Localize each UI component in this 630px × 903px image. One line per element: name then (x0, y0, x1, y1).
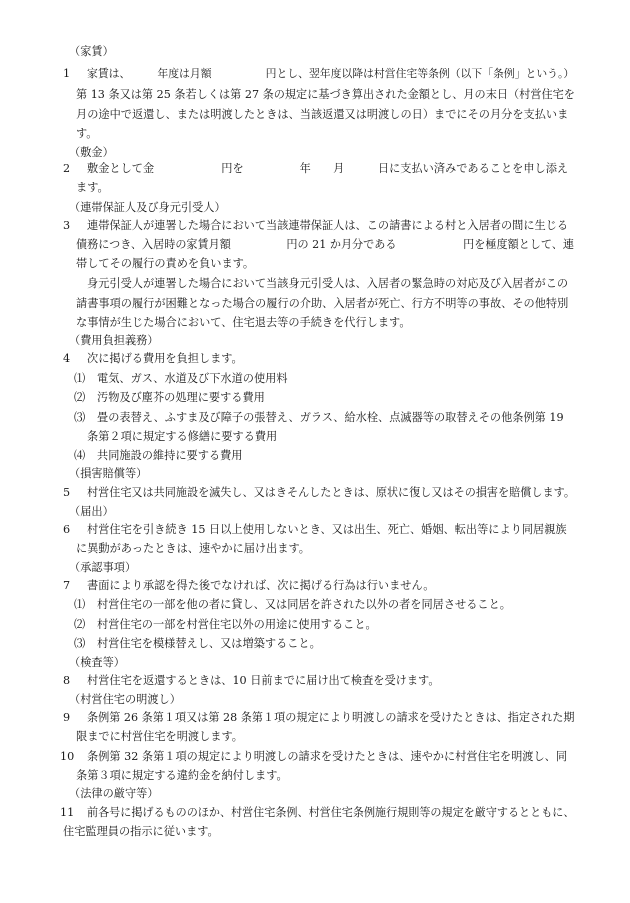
item-line: 村営住宅又は共同施設を滅失し、又はきそんしたときは、原状に復し又はその損害を賠償します。 (87, 486, 575, 499)
section-heading: （法律の厳守等） (69, 787, 159, 800)
item-number: 7 (63, 579, 71, 592)
section-heading: （届出） (69, 505, 114, 518)
item-line: 家賃は、 年度は月額 円とし、翌年度以降は村営住宅等条例（以下「条例」という。） (87, 67, 575, 80)
section-heading: （連帯保証人及び身元引受人） (69, 201, 226, 214)
subitem-line: 村営住宅の一部を他の者に貸し、又は同居を許された以外の者を同居させること。 (97, 598, 511, 611)
subitem-line: 汚物及び塵芥の処理に要する費用 (97, 391, 265, 404)
item-line: 住宅監理員の指示に従います。 (63, 825, 219, 838)
subitem-number: ⑵ (74, 618, 86, 631)
item-line: 条例第 32 条第１項の規定により明渡しの請求を受けたときは、速やかに村営住宅を明渡し、同 (87, 750, 568, 763)
subitem-line: 村営住宅を模様替えし、又は増築すること。 (97, 637, 321, 650)
item-line: 敷金として金 円を 年 月 日に支払い済みであることを申し添え (87, 162, 569, 175)
item-number: 1 (63, 67, 71, 80)
item-number: 10 (60, 750, 75, 763)
section-heading: （費用負担義務） (69, 334, 159, 347)
section-heading: （検査等） (69, 656, 125, 669)
item-number: 8 (63, 674, 71, 687)
item-line: 限までに村営住宅を明渡します。 (76, 730, 243, 743)
item-number: 4 (63, 352, 71, 365)
item-line: 債務につき、入居時の家賃月額 円の 21 か月分である 円を極度額として、連 (76, 238, 575, 251)
section-heading: （家賃） (69, 45, 114, 58)
subitem-line: 電気、ガス、水道及び下水道の使用料 (97, 372, 288, 385)
subitem-line: 畳の表替え、ふすま及び障子の張替え、ガラス、給水栓、点滅器等の取替えその他条例第 19 (97, 411, 564, 424)
subitem-line: 条第２項に規定する修繕に要する費用 (87, 430, 278, 443)
item-number: 5 (63, 486, 71, 499)
item-line: 前各号に掲げるもののほか、村営住宅条例、村営住宅条例施行規則等の規定を厳守するとともに、 (87, 806, 575, 819)
section-heading: （損害賠償等） (69, 467, 148, 480)
item-line: 第 13 条又は第 25 条若しくは第 27 条の規定に基づき算出された金額とし、月の末日（村営住宅を (76, 88, 575, 101)
item-line: 請書事項の履行が困難となった場合の履行の介助、入居者が死亡、行方不明等の事故、その他特別 (76, 297, 569, 310)
subitem-number: ⑵ (74, 391, 86, 404)
subitem-number: ⑴ (74, 598, 86, 611)
section-heading: （村営住宅の明渡し） (69, 693, 181, 706)
item-line: 連帯保証人が連署した場合において当該連帯保証人は、この請書による村と入居者の間に生じる (87, 219, 569, 232)
item-line: 村営住宅を返還するときは、10 日前までに届け出て検査を受けます。 (87, 674, 440, 687)
subitem-line: 共同施設の維持に要する費用 (97, 449, 243, 462)
item-line: す。 (76, 127, 98, 140)
item-number: 3 (63, 219, 71, 232)
subitem-number: ⑶ (74, 637, 86, 650)
subitem-line: 村営住宅の一部を村営住宅以外の用途に使用すること。 (97, 618, 377, 631)
item-line: な事情が生じた場合において、住宅退去等の手続きを代行します。 (76, 316, 411, 329)
item-line: 村営住宅を引き続き 15 日以上使用しないとき、又は出生、死亡、婚姻、転出等により同居親族 (87, 523, 567, 536)
subitem-number: ⑷ (74, 449, 86, 462)
section-heading: （承認事項） (69, 561, 137, 574)
item-line: 身元引受人が連署した場合において当該身元引受人は、入居者の緊急時の対応及び入居者がこの (87, 277, 569, 290)
item-line: 帯してその履行の責めを負います。 (76, 257, 255, 270)
item-line: 月の途中で返還し、または明渡したときは、当該返還又は明渡しの日）までにその月分を支払いま (76, 108, 569, 121)
item-number: 6 (63, 523, 71, 536)
subitem-number: ⑶ (74, 411, 86, 424)
item-number: 9 (63, 711, 71, 724)
item-line: 書面により承認を得た後でなければ、次に掲げる行為は行いません。 (87, 579, 435, 592)
item-line: ます。 (76, 181, 109, 194)
subitem-number: ⑴ (74, 372, 86, 385)
item-line: 条例第 26 条第１項又は第 28 条第１項の規定により明渡しの請求を受けたときは、指定された期 (87, 711, 575, 724)
item-number: 11 (60, 806, 75, 819)
item-number: 2 (63, 162, 71, 175)
item-line: 条第３項に規定する違約金を納付します。 (76, 769, 288, 782)
item-line: 次に掲げる費用を負担します。 (87, 352, 243, 365)
section-heading: （敷金） (69, 146, 114, 159)
item-line: に異動があったときは、速やかに届け出ます。 (76, 542, 310, 555)
